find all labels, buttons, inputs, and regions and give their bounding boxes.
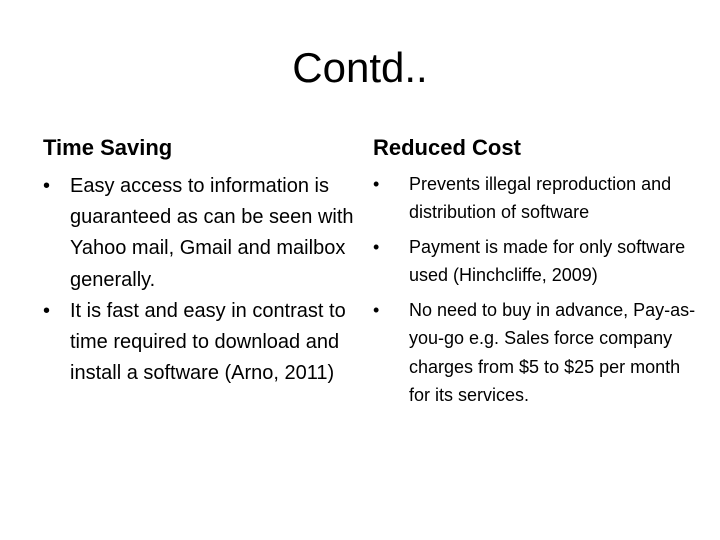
bullet-icon: • [43, 299, 51, 322]
list-item [43, 296, 358, 390]
list-item [373, 233, 703, 289]
list-item [373, 296, 703, 408]
list-item [373, 170, 703, 226]
bullet-icon: • [373, 237, 380, 258]
time-saving-heading: Time Saving [43, 135, 173, 160]
reduced-cost-heading: Reduced Cost [373, 135, 521, 160]
list-item-text: Payment is made for only software used (Hinchcliffe, 2009) [409, 237, 686, 286]
bullet-icon: • [373, 300, 380, 321]
time-saving-list [43, 171, 358, 389]
bullet-icon: • [373, 174, 380, 194]
reduced-cost-list [373, 170, 703, 416]
list-item-text: It is fast and easy in contrast to time required to download and install a software (Arno, 2011) [70, 299, 346, 385]
slide-title: Contd.. [292, 44, 428, 91]
list-item-text: No need to buy in advance, Pay-as-you-go e.g. Sales force company charges from $5 to $25 per month for its services. [409, 300, 696, 405]
list-item-text: Prevents illegal reproduction and distribution of software [409, 174, 672, 223]
bullet-icon: • [43, 175, 51, 197]
list-item-text: Easy access to information is guaranteed as can be seen with Yahoo mail, Gmail and mailbox generally. [70, 175, 354, 291]
list-item [43, 171, 358, 296]
